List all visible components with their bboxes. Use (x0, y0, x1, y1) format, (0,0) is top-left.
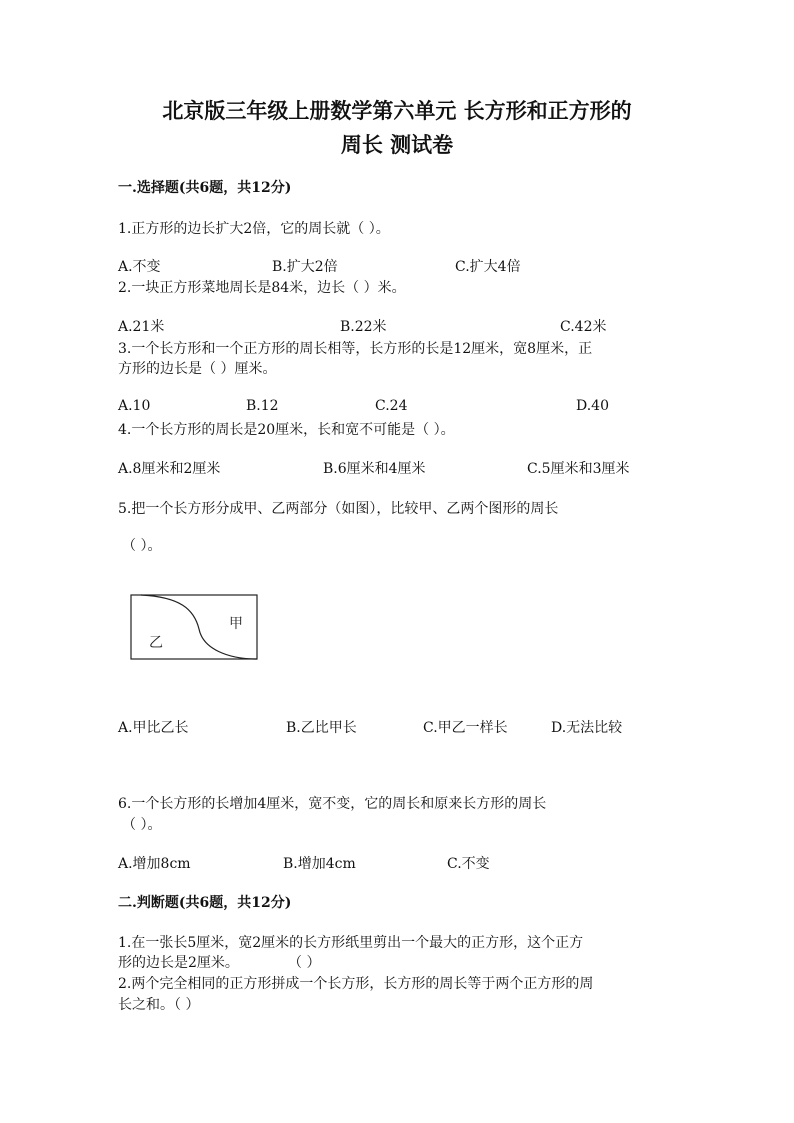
judge-question-1-line2: 形的边长是2厘米。 (118, 955, 239, 971)
q4-option-a: A.8厘米和2厘米 (118, 461, 221, 477)
q2-option-c: C.42米 (560, 319, 607, 335)
q4-option-c: C.5厘米和3厘米 (527, 461, 630, 477)
q3-option-a: A.10 (118, 398, 151, 414)
q1-option-b: B.扩大2倍 (272, 259, 338, 275)
page-title-line2: 周长 测试卷 (340, 132, 454, 157)
q2-option-b: B.22米 (340, 319, 387, 335)
q1-option-a: A.不变 (118, 259, 161, 275)
question-2: 2.一块正方形菜地周长是84米，边长（ ）米。 (118, 280, 406, 296)
q1-option-c: C.扩大4倍 (455, 259, 521, 275)
question-6-line2: （ ）。 (122, 817, 162, 833)
figure-label-yi: 乙 (149, 635, 163, 651)
judge-question-2-line1: 2.两个完全相同的正方形拼成一个长方形，长方形的周长等于两个正方形的周 (118, 976, 594, 992)
q5-option-c: C.甲乙一样长 (423, 720, 508, 736)
q3-option-d: D.40 (576, 398, 609, 414)
figure-label-jia: 甲 (229, 616, 243, 632)
question-5-line2: （ ）。 (122, 538, 162, 554)
q4-option-b: B.6厘米和4厘米 (323, 461, 426, 477)
q6-option-c: C.不变 (447, 856, 490, 872)
q3-option-c: C.24 (375, 398, 408, 414)
judge-question-1-line1: 1.在一张长5厘米，宽2厘米的长方形纸里剪出一个最大的正方形，这个正方 (118, 935, 584, 951)
question-5-line1: 5.把一个长方形分成甲、乙两部分（如图），比较甲、乙两个图形的周长 (118, 501, 559, 517)
q6-option-b: B.增加4cm (283, 856, 356, 872)
question-3-line1: 3.一个长方形和一个正方形的周长相等，长方形的长是12厘米，宽8厘米，正 (118, 341, 593, 357)
q5-option-d: D.无法比较 (551, 720, 623, 736)
question-1: 1.正方形的边长扩大2倍，它的周长就（ ）。 (118, 221, 390, 237)
page-title-line1: 北京版三年级上册数学第六单元 长方形和正方形的 (162, 98, 632, 123)
judge-question-2-line2: 长之和。（ ） (118, 997, 200, 1013)
section1-heading: 一.选择题(共6题，共12分) (118, 180, 292, 196)
q5-option-a: A.甲比乙长 (118, 720, 189, 736)
question-4: 4.一个长方形的周长是20厘米，长和宽不可能是（ ）。 (118, 422, 455, 438)
q5-option-b: B.乙比甲长 (286, 720, 357, 736)
judge-question-1-answer-blank: （ ） (288, 955, 321, 971)
q6-option-a: A.增加8cm (118, 856, 191, 872)
section2-heading: 二.判断题(共6题，共12分) (118, 895, 292, 911)
q2-option-a: A.21米 (118, 319, 165, 335)
question-3-line2: 方形的边长是（ ）厘米。 (118, 361, 277, 377)
question-6-line1: 6.一个长方形的长增加4厘米，宽不变，它的周长和原来长方形的周长 (118, 796, 547, 812)
q3-option-b: B.12 (246, 398, 279, 414)
rectangle-split-figure (130, 593, 260, 663)
